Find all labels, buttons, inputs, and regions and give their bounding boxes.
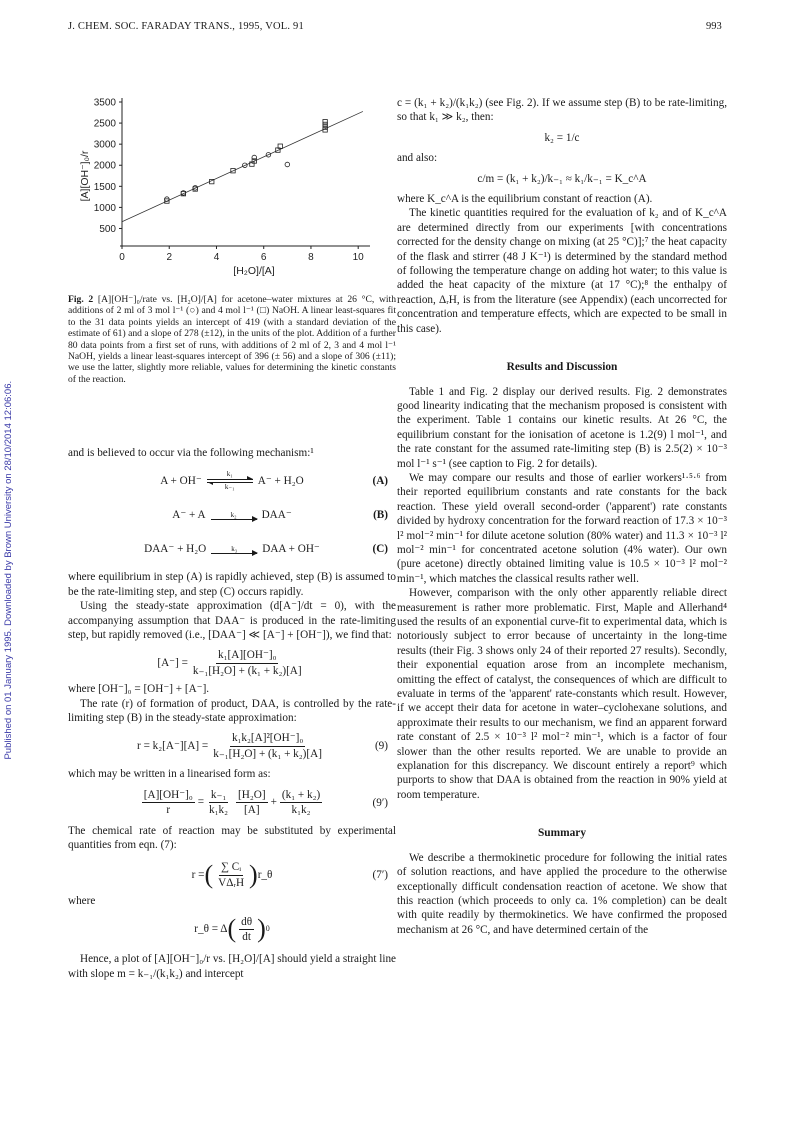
paragraph-summary: We describe a thermokinetic procedure for following the initial rates of solution reactions, and have applied the procedure to the otherwise exceptionally difficult condensation reaction of acetone. We show that this reaction (which proceeds to only ca. 1% completion) can be dealt with quite readily by thermokinetics. We have confirmed the proposed mechanism at 26 °C, and have determined certain of the	[397, 851, 727, 936]
step-b-label: (B)	[373, 509, 388, 522]
eq-a-minus-lhs: [A⁻] =	[157, 657, 188, 670]
eq9p-fraction-1	[142, 788, 195, 818]
fraction-numerator: [A][OH⁻]₀	[142, 788, 195, 803]
eq9p-equals: =	[197, 796, 205, 809]
step-c-lhs: DAA⁻ + H₂O	[144, 543, 207, 556]
y-tick-label: 1000	[93, 202, 116, 214]
x-tick-label: 4	[213, 252, 220, 263]
fraction-denominator: k₋₁[H₂O] + (k₁ + k₂)[A]	[192, 664, 302, 677]
reaction-step-b	[68, 504, 396, 526]
equilibrium-arrow	[207, 471, 253, 491]
fraction-numerator: dθ	[239, 915, 254, 930]
forward-arrow	[211, 545, 257, 554]
eq7p-label: (7′)	[372, 869, 388, 882]
eq-k2-text: k₂ = 1/c	[544, 131, 580, 144]
equation-7-prime	[68, 860, 396, 890]
fraction-denominator: k₋₁[H₂O] + (k₁ + k₂)[A]	[213, 747, 322, 760]
equation-a-minus	[68, 648, 396, 678]
step-b-rhs: DAA⁻	[261, 509, 292, 522]
eq9p-fraction-4	[280, 788, 322, 818]
where-kc: where K_c^A is the equilibrium constant of reaction (A).	[397, 193, 653, 206]
side-note-text: Published on 01 January 1995. Downloaded by Brown University on 28/10/2014 12:06:06.	[2, 380, 14, 760]
and-also: and also:	[397, 152, 438, 165]
equation-9-prime	[68, 788, 396, 818]
fraction-denominator: k₁k₂	[291, 804, 311, 817]
fraction-numerator: [H₂O]	[236, 788, 268, 803]
data-point-square	[323, 120, 327, 124]
linearised-intro: which may be written in a linearised form as:	[68, 768, 271, 781]
eq7p-rhs: r_θ	[257, 869, 273, 882]
step-a-lhs: A + OH⁻	[160, 475, 202, 488]
data-point-circle	[285, 162, 290, 167]
fraction-numerator: k₋₁	[209, 788, 228, 803]
step-c-rhs: DAA + OH⁻	[262, 543, 320, 556]
y-tick-label: 1500	[93, 181, 116, 193]
paragraph-results-2: We may compare our results and those of earlier workers¹·⁵·⁶ from their reported equilibrium constants and rate constants for the back reaction. These yield overall second-order ('apparent') rate constants divided by hydroxy concentration for the forward reaction of 17.3 × 10⁻³ l² mol⁻² min⁻¹ for dilute acetone solution (80% water) and 11.3 × 10⁻³ l² mol⁻² min⁻¹ for concentrated acetone solution (4% water). Our own (pure acetone) directly obtained limiting value is 10.5 × 10⁻³ l² mol⁻² min⁻¹, which matches the classical results rather well.	[397, 471, 727, 585]
eq7p-fraction	[216, 860, 246, 890]
eq-cm-text: c/m = (k₁ + k₂)/k₋₁ ≈ k₁/k₋₁ = K_c^A	[477, 172, 647, 185]
paragraph-kinetic-quantities: The kinetic quantities required for the evaluation of k₂ and of K_c^A are determined directly from our experiments [with concentrations corrected for the density change on mixing (at 25 °C)];⁷ the heat capacity of the flask and stirrer (48 J K⁻¹) is determined by the standard method of following the temperature change on adding hot water; to this value is added the heat capacity of the mixture (at 17 °C);⁸ the enthalpy of reaction, ΔᵣH, is from the literature (see Appendix) (each uncorrected for concentration and temperature effects, which are expected to be small in this case).	[397, 207, 727, 335]
reaction-step-a	[68, 470, 396, 492]
eq-rtheta-subscript: 0	[265, 924, 270, 934]
y-tick-label: 2500	[93, 118, 116, 130]
step-c-k-top: k₃	[231, 544, 238, 553]
step-a-k-bottom: k₋₁	[224, 483, 235, 492]
eq7p-lhs: r =	[191, 869, 205, 882]
figure-caption-body: [A][OH⁻]₀/rate vs. [H₂O]/[A] for acetone–water mixtures at 26 °C, with additions of 2 ml of 3 mol l⁻¹ (○) and 4 mol l⁻¹ (□) NaOH. A linear least-squares fit to the 31 data points yields an intercept of 419 (with a standard deviation of the estimate of 61) and a slope of 278 (±12), in the units of the plot. Addition of a further 80 data points from a first set of runs, with additions of 2 ml of 2, 3 and 4 mol l⁻¹ NaOH, yields a linear least-squares intercept of 396 (± 56) and a slope of 306 (±11); we use the latter, slightly more reliable, values for determining the kinetic constants of the reaction.	[68, 294, 397, 385]
equation-9	[68, 731, 396, 761]
running-head: J. CHEM. SOC. FARADAY TRANS., 1995, VOL. 91	[68, 21, 304, 32]
step-b-k-top: k₂	[230, 510, 237, 519]
x-axis-label: [H₂O]/[A]	[233, 265, 275, 277]
fraction-denominator: [A]	[244, 804, 260, 817]
equation-c-over-m	[397, 172, 727, 186]
paren-open: (	[204, 860, 214, 890]
paragraph-plot-conclusion: Hence, a plot of [A][OH⁻]₀/r vs. [H₂O]/[A] should yield a straight line with slope m = k₋₁/(k₁k₂) and intercept	[68, 953, 396, 980]
eq-a-minus-fraction	[191, 648, 304, 678]
eq9p-label: (9′)	[372, 796, 388, 809]
fraction-numerator: k₁k₂[A]²[OH⁻]₀	[230, 731, 305, 746]
side-provenance-note	[2, 210, 16, 930]
eq9-fraction	[211, 731, 324, 761]
left-column	[68, 446, 396, 981]
paren-close: )	[257, 914, 266, 944]
fraction-denominator: r	[166, 804, 171, 817]
y-tick-label: 3500	[93, 97, 116, 109]
paragraph-substitution: The chemical rate of reaction may be substituted by experimental quantities from eqn. (7):	[68, 824, 396, 851]
paragraph-results-3: However, comparison with the only other apparently reliable direct measurement is rather more problematic. First, Maple and Allerhand⁴ used the results of an exponential curve-fit to experimental data, which is notoriously subject to error because of uncertainty in the long-time results (their Fig. 3 shows only 24 of their reported 27 results). Secondly, their exponential equation arose from an incomplete mechanism, omitting the effect of catalyst, the consequences of which are difficult to evaluate in terms of the 'apparent' rate-constants which result. However, if we accept their data for acetone in water–cyclohexane solutions, and approximate their results to our mechanism, we find an apparent forward rate constant of 2.5 × 10⁻³ l² mol⁻² min⁻¹, which is a factor of four slower than the other results reported. We are unable to provide an explanation for this discrepancy. We discount entirely a report⁹ which purports to show that DAA is obtained from the reaction in 90% yield at room temperature.	[397, 587, 727, 801]
step-b-lhs: A⁻ + A	[172, 509, 206, 522]
where-oh-statement: where [OH⁻]₀ = [OH⁻] + [A⁻].	[68, 683, 210, 696]
y-axis-label: [A][OH⁻]₀/r	[79, 150, 91, 202]
eq-rtheta-fraction	[239, 915, 254, 945]
paren-open: (	[227, 914, 237, 944]
equation-k2	[397, 131, 727, 145]
figure-2-chart	[70, 92, 400, 292]
fraction-numerator: k₁[A][OH⁻]₀	[216, 648, 278, 663]
fraction-numerator: ∑ Cᵢ	[219, 860, 243, 875]
intercept-intro: c = (k₁ + k₂)/(k₁k₂) (see Fig. 2). If we assume step (B) to be rate-limiting, so that k₁ ≫ k₂, then:	[397, 97, 727, 124]
paragraph-equilibrium: where equilibrium in step (A) is rapidly achieved, step (B) is assumed to be the rate-limiting step, and step (C) occurs rapidly.	[68, 571, 396, 598]
equation-r-theta	[68, 915, 396, 945]
eq-rtheta-lhs: r_θ = Δ	[194, 923, 228, 936]
figure-caption-lead: Fig. 2	[68, 294, 94, 305]
fraction-denominator: k₁k₂	[209, 804, 229, 817]
fraction-denominator: dt	[242, 930, 251, 943]
heading-results-discussion: Results and Discussion	[506, 361, 618, 374]
x-tick-label: 2	[166, 252, 173, 263]
paragraph-steady-state: Using the steady-state approximation (d[A⁻]/dt = 0), with the accompanying assumption that DAA⁻ is produced in the rate-limiting step, but rapidly removed (i.e., [DAA⁻] ≪ [A⁻] + [OH⁻]), we find that:	[68, 600, 396, 642]
y-tick-label: 500	[99, 223, 116, 235]
fraction-denominator: VΔᵣH	[218, 876, 245, 889]
page-number: 993	[706, 21, 722, 32]
x-tick-label: 6	[260, 252, 267, 263]
right-column	[397, 96, 727, 937]
figure-caption	[68, 294, 396, 385]
eq9p-fraction-2	[207, 788, 230, 818]
x-tick-label: 10	[352, 252, 364, 263]
x-tick-label: 8	[308, 252, 314, 263]
step-a-rhs: A⁻ + H₂O	[257, 475, 304, 488]
paragraph-results-1: Table 1 and Fig. 2 display our derived results. Fig. 2 demonstrates good linearity indicating that the mechanism proposed is consistent with the experiment. Table 1 contains our kinetic results. At 26 °C, the equilibrium constant for the ionisation of acetone is 1.2(9) l mol⁻¹, and the rate constant for the assumed rate-limiting step (B) is 2.5(2) × 10⁻³ mol l⁻¹ s⁻¹ (see caption to Fig. 2 for details).	[397, 385, 727, 470]
x-tick-label: 0	[119, 252, 125, 263]
paragraph-rate: The rate (r) of formation of product, DAA, is controlled by the rate-limiting step (B) in the steady-state approximation:	[68, 697, 396, 725]
where-word: where	[68, 895, 96, 908]
step-a-label: (A)	[372, 475, 388, 488]
eq9-lhs: r = k₂[A⁻][A] =	[137, 740, 209, 753]
fraction-numerator: (k₁ + k₂)	[280, 788, 322, 803]
y-tick-label: 2000	[93, 160, 116, 172]
eq9-label: (9)	[374, 740, 388, 753]
step-c-label: (C)	[372, 543, 388, 556]
paren-close: )	[249, 860, 258, 890]
mechanism-intro: and is believed to occur via the following mechanism:¹	[68, 447, 314, 459]
y-tick-label: 3000	[93, 139, 116, 151]
data-point-square	[323, 122, 327, 126]
eq9p-fraction-3	[236, 788, 268, 818]
eq9p-plus: +	[270, 796, 277, 809]
step-a-k-top: k₁	[226, 470, 233, 479]
heading-summary: Summary	[537, 827, 587, 840]
reaction-step-c	[68, 538, 396, 560]
forward-arrow	[211, 511, 257, 520]
